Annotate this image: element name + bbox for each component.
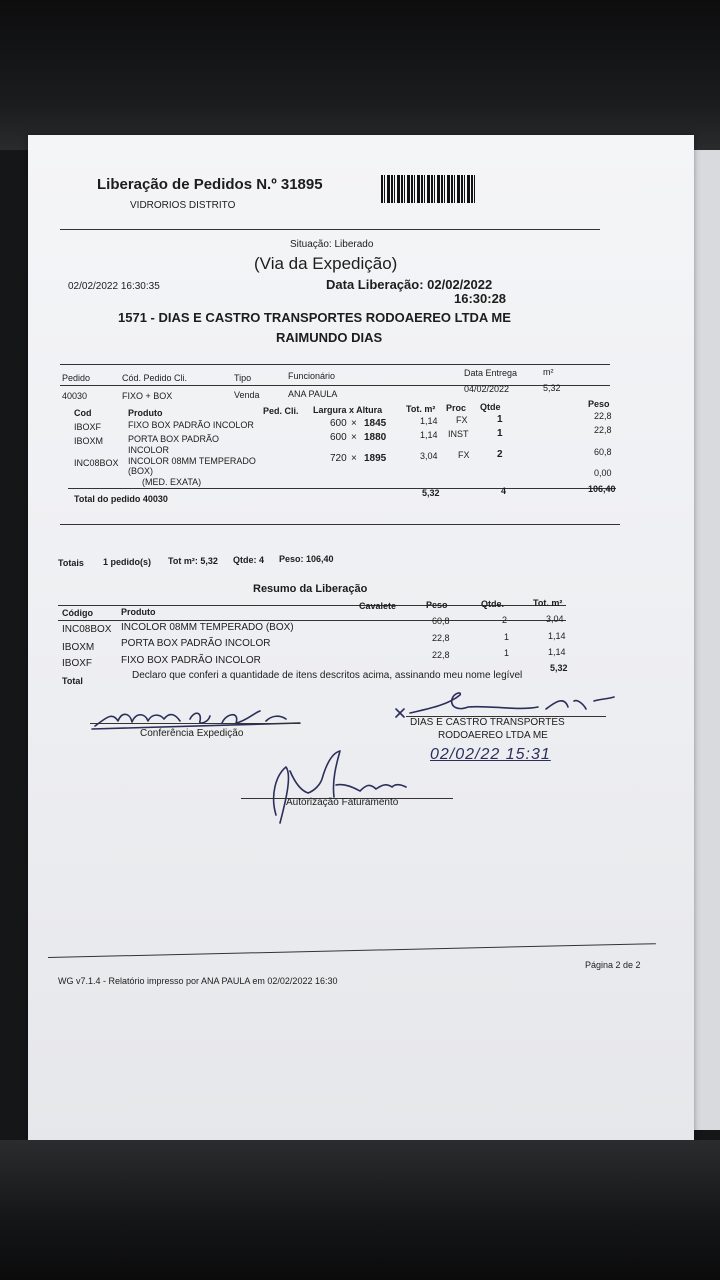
item-tot-m2: 3,04 xyxy=(420,451,438,461)
resumo-peso: 22,8 xyxy=(432,633,450,643)
resumo-produto: PORTA BOX PADRÃO INCOLOR xyxy=(121,638,271,649)
resumo-col-qtde: Qtde. xyxy=(481,599,505,609)
item-produto: INCOLOR 08MM TEMPERADO xyxy=(128,456,256,466)
totals-peso: Peso: 106,40 xyxy=(279,554,334,564)
items-col-proc: Proc xyxy=(446,403,467,413)
resumo-produto: INCOLOR 08MM TEMPERADO (BOX) xyxy=(121,622,294,633)
divider xyxy=(60,524,620,525)
items-col-dims: Largura x Altura xyxy=(313,405,383,415)
client-contact: RAIMUNDO DIAS xyxy=(276,330,383,345)
signature-conferencia xyxy=(90,701,310,731)
item-produto-line2: INCOLOR xyxy=(128,445,170,455)
divider xyxy=(60,385,610,386)
items-col-produto: Produto xyxy=(128,408,163,418)
col-data-entrega: Data Entrega xyxy=(464,368,518,378)
item-largura: 600 xyxy=(330,432,347,443)
resumo-col-tot-m2: Tot. m² xyxy=(533,598,563,608)
resumo-tot-m2: 1,14 xyxy=(548,631,566,641)
document-title: Liberação de Pedidos N.º 31895 xyxy=(97,176,323,193)
item-qtde: 2 xyxy=(497,449,503,460)
page-number: Página 2 de 2 xyxy=(585,960,641,970)
totals-label: Totais xyxy=(58,558,84,568)
resumo-codigo: IBOXF xyxy=(62,658,93,669)
resumo-qtde: 1 xyxy=(504,632,510,642)
divider xyxy=(68,488,616,489)
item-proc: FX xyxy=(456,415,468,425)
resumo-peso: 22,8 xyxy=(432,650,450,660)
item-altura: 1880 xyxy=(364,432,387,443)
item-produto: FIXO BOX PADRÃO INCOLOR xyxy=(128,420,254,430)
divider xyxy=(60,364,610,365)
resumo-tot-m2: 3,04 xyxy=(546,614,564,624)
items-col-cod: Cod xyxy=(74,408,92,418)
item-tot-m2: 1,14 xyxy=(420,416,438,426)
col-m2: m² xyxy=(543,367,554,377)
col-pedido: Pedido xyxy=(62,373,91,383)
declaration: Declaro que conferi a quantidade de itens descritos acima, assinando meu nome legível xyxy=(132,670,523,681)
items-col-peso: Peso xyxy=(588,399,610,409)
order-total-qtde: 4 xyxy=(501,486,507,496)
item-altura: 1895 xyxy=(364,453,387,464)
item-proc: FX xyxy=(458,450,470,460)
item-produto-line2: (BOX) xyxy=(128,466,154,476)
footer-text: WG v7.1.4 - Relatório impresso por ANA PAULA em 02/02/2022 16:30 xyxy=(58,976,338,986)
item-largura: 600 xyxy=(330,418,347,429)
item-cod: IBOXF xyxy=(74,422,102,432)
item-peso: 60,8 xyxy=(594,447,612,457)
background-bottom xyxy=(0,1140,720,1280)
situacao: Situação: Liberado xyxy=(290,239,374,250)
col-tipo: Tipo xyxy=(234,373,252,383)
totals-qtde: Qtde: 4 xyxy=(233,555,265,565)
order-total-label: Total do pedido 40030 xyxy=(74,494,168,504)
printed-at: 02/02/2022 16:30:35 xyxy=(68,281,160,292)
footer-divider xyxy=(48,943,656,958)
signature-autorizacao xyxy=(256,745,426,830)
signature-line xyxy=(90,723,300,724)
order-m2: 5,32 xyxy=(543,383,561,393)
via-expedicao: (Via da Expedição) xyxy=(254,254,398,273)
item-produto-line3: (MED. EXATA) xyxy=(142,477,202,487)
order-funcionario: ANA PAULA xyxy=(288,389,338,399)
item-tot-m2: 1,14 xyxy=(420,430,438,440)
resumo-title: Resumo da Liberação xyxy=(253,583,368,595)
col-funcionario: Funcionário xyxy=(288,371,336,381)
item-cod: INC08BOX xyxy=(74,458,119,468)
item-qtde: 1 xyxy=(497,428,503,439)
resumo-col-codigo: Código xyxy=(62,608,93,618)
items-col-tot-m2: Tot. m² xyxy=(406,404,436,414)
resumo-produto: FIXO BOX PADRÃO INCOLOR xyxy=(121,655,261,666)
company-name: VIDRORIOS DISTRITO xyxy=(130,200,236,211)
resumo-peso: 60,8 xyxy=(432,616,450,626)
divider xyxy=(60,229,600,230)
handwritten-date: 02/02/22 15:31 xyxy=(430,746,551,763)
item-x: × xyxy=(351,432,357,443)
totals-m2: Tot m²: 5,32 xyxy=(168,556,218,566)
item-proc: INST xyxy=(448,429,469,439)
client-signature-line1: DIAS E CASTRO TRANSPORTES xyxy=(410,717,565,728)
col-cod-cli: Cód. Pedido Cli. xyxy=(122,373,188,383)
item-produto: PORTA BOX PADRÃO xyxy=(128,434,220,444)
item-peso: 22,8 xyxy=(594,425,612,435)
resumo-col-produto: Produto xyxy=(121,607,156,617)
barcode xyxy=(381,175,476,203)
client-name: 1571 - DIAS E CASTRO TRANSPORTES RODOAEREO LTDA ME xyxy=(118,310,511,325)
order-data-entrega: 04/02/2022 xyxy=(464,384,510,394)
resumo-codigo: IBOXM xyxy=(62,642,95,653)
items-col-ped-cli: Ped. Cli. xyxy=(263,406,299,416)
conferencia-label: Conferência Expedição xyxy=(140,728,244,739)
background-top xyxy=(0,0,720,150)
order-total-m2: 5,32 xyxy=(422,488,440,498)
totals-pedidos: 1 pedido(s) xyxy=(103,557,152,567)
resumo-total-label: Total xyxy=(62,676,83,686)
data-liberacao: Data Liberação: 02/02/2022 xyxy=(326,277,493,292)
order-cod-cli: FIXO + BOX xyxy=(122,391,173,401)
item-cod: IBOXM xyxy=(74,436,104,446)
item-altura: 1845 xyxy=(364,418,387,429)
resumo-total-m2: 5,32 xyxy=(550,663,568,673)
item-largura: 720 xyxy=(330,453,347,464)
resumo-col-peso: Peso xyxy=(426,600,448,610)
order-tipo: Venda xyxy=(234,390,260,400)
autorizacao-label: Autorização Faturamento xyxy=(286,797,399,808)
order-total-peso: 106,40 xyxy=(588,484,616,494)
resumo-qtde: 2 xyxy=(502,615,508,625)
items-col-qtde: Qtde xyxy=(480,402,501,412)
item-x: × xyxy=(351,453,357,464)
resumo-qtde: 1 xyxy=(504,648,510,658)
item-peso-extra: 0,00 xyxy=(594,468,612,478)
order-pedido: 40030 xyxy=(62,391,88,401)
client-signature-line2: RODOAEREO LTDA ME xyxy=(438,730,548,741)
resumo-codigo: INC08BOX xyxy=(62,624,112,635)
resumo-tot-m2: 1,14 xyxy=(548,647,566,657)
hora-liberacao: 16:30:28 xyxy=(454,291,507,306)
resumo-col-cavalete: Cavalete xyxy=(359,601,397,611)
item-qtde: 1 xyxy=(497,414,503,425)
item-peso: 22,8 xyxy=(594,411,612,421)
document-page xyxy=(28,135,694,1140)
divider xyxy=(58,620,566,621)
item-x: × xyxy=(351,418,357,429)
